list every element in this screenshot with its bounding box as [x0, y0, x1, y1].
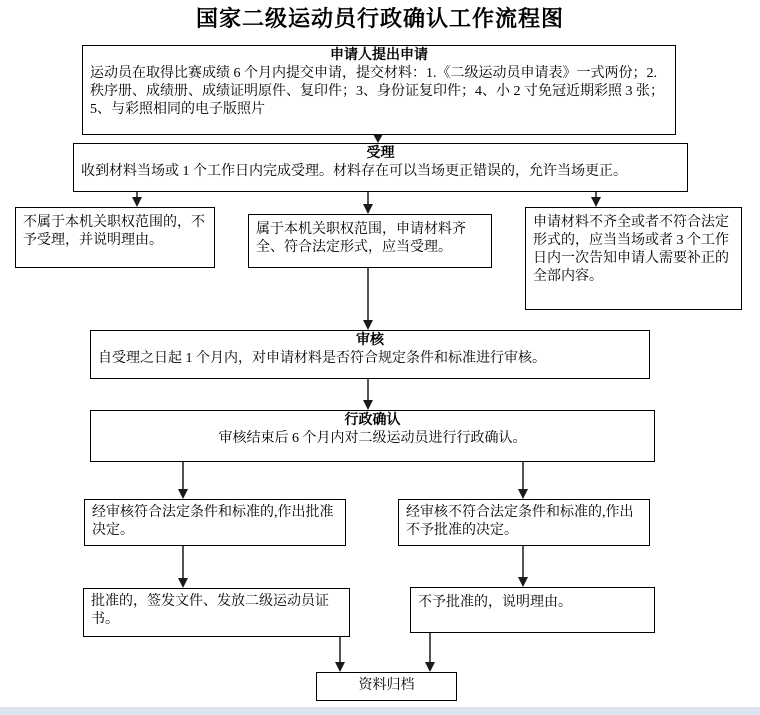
arrowhead-icon [518, 489, 528, 499]
arrowhead-icon [335, 662, 345, 672]
accept-box [73, 143, 688, 192]
connector-accept-notaccept [132, 192, 142, 207]
accept-box-body: 收到材料当场或 1 个工作日内完成受理。材料存在可以当场更正错误的，允许当场更正。 [81, 163, 627, 179]
arrowhead-icon [178, 489, 188, 499]
arrowhead-icon [178, 578, 188, 588]
admin-confirm-box [90, 410, 655, 462]
archive-box [316, 672, 457, 701]
admin-confirm-box-body: 审核结束后 6 个月内对二级运动员进行行政确认。 [218, 430, 527, 446]
admin-confirm-box-title: 行政确认 [344, 413, 401, 428]
explain-reason-box [410, 587, 655, 633]
bottom-edge-strip [0, 707, 760, 715]
connector-approve-cert [178, 546, 188, 588]
connector-should-review [363, 268, 373, 330]
incomplete-material-box-body: 申请材料不齐全或者不符合法定形式的，应当当场或者 3 个工作日内一次告知申请人需要补正的全部内容。 [533, 215, 729, 284]
issue-certificate-box [83, 588, 350, 637]
connector-reject-reason [518, 546, 528, 587]
connector-review-confirm [363, 379, 373, 410]
connector-accept-should [363, 192, 373, 214]
accept-box-title: 受理 [366, 146, 395, 161]
apply-box [82, 45, 676, 135]
not-accept-box [15, 207, 215, 268]
archive-box-body: 资料归档 [358, 678, 415, 693]
connector-confirm-approve [178, 462, 188, 499]
arrowhead-icon [425, 662, 435, 672]
arrowhead-icon [518, 577, 528, 587]
should-accept-box-body: 属于本机关职权范围，申请材料齐全、符合法定形式，应当受理。 [256, 222, 466, 255]
arrowhead-icon [132, 197, 142, 207]
apply-box-title: 申请人提出申请 [330, 48, 428, 63]
arrowhead-icon [373, 134, 383, 143]
issue-certificate-box-body: 批准的，签发文件、发放二级运动员证书。 [91, 594, 329, 627]
apply-box-body: 运动员在取得比赛成绩 6 个月内提交申请，提交材料：1.《二级运动员申请表》一式两份；2.秩序册、成绩册、成绩证明原件、复印件；3、身份证复印件；4、小 2 寸免冠近期彩照 3 张；5、与彩照相同的电子版照片 [90, 65, 664, 117]
connector-accept-incomplete [591, 192, 601, 207]
reject-decision-box-body: 经审核不符合法定条件和标准的,作出不予批准的决定。 [406, 505, 634, 538]
should-accept-box [248, 214, 492, 268]
connector-apply-accept [373, 134, 383, 143]
review-box [90, 330, 650, 379]
connector-reason-archive [425, 633, 435, 672]
review-box-body: 自受理之日起 1 个月内，对申请材料是否符合规定条件和标准进行审核。 [98, 350, 546, 366]
approve-decision-box [84, 499, 346, 546]
explain-reason-box-body: 不予批准的，说明理由。 [418, 595, 572, 610]
arrowhead-icon [363, 400, 373, 410]
connector-confirm-reject [518, 462, 528, 499]
incomplete-material-box [525, 207, 742, 310]
arrowhead-icon [591, 197, 601, 207]
arrowhead-icon [363, 320, 373, 330]
review-box-title: 审核 [356, 333, 384, 348]
connector-cert-archive [335, 637, 345, 672]
not-accept-box-body: 不属于本机关职权范围的，不予受理，并说明理由。 [23, 215, 205, 248]
approve-decision-box-body: 经审核符合法定条件和标准的,作出批准决定。 [92, 505, 334, 538]
reject-decision-box [398, 499, 650, 546]
page-title: 国家二级运动员行政确认工作流程图 [195, 6, 564, 31]
arrowhead-icon [363, 204, 373, 214]
